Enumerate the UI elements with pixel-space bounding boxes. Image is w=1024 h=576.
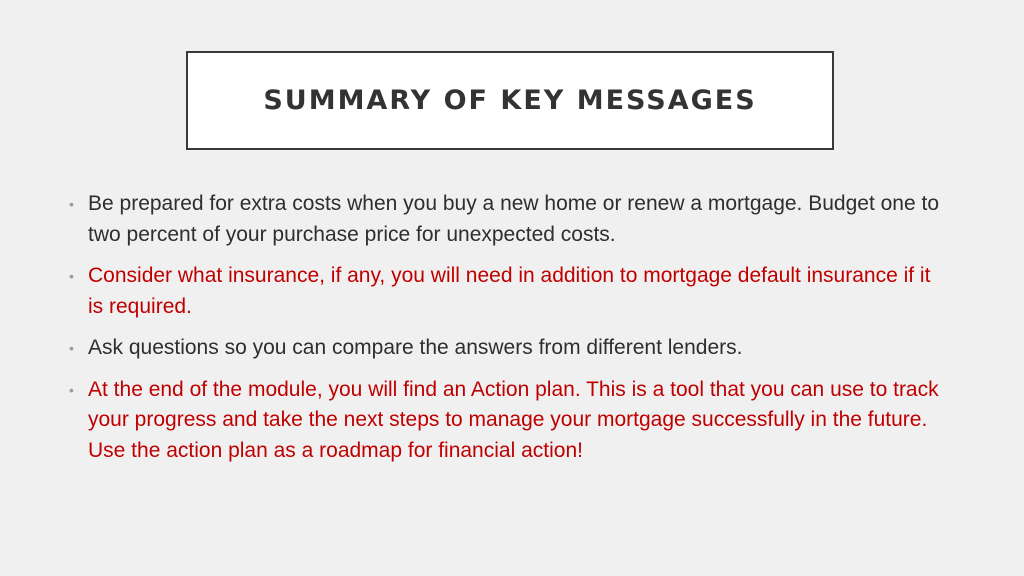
- bullet-list: [68, 189, 948, 477]
- bullet-item: [68, 189, 948, 250]
- bullet-item: [68, 261, 948, 322]
- bullet-text: Consider what insurance, if any, you will need in addition to mortgage default insurance if it is required.: [88, 264, 931, 318]
- bullet-text: At the end of the module, you will find an Action plan. This is a tool that you can use to track your progress and take the next steps to manage your mortgage successfully in the future. Use the action plan as a roadmap for financial action!: [88, 377, 939, 462]
- bullet-dot-icon: •: [69, 196, 74, 212]
- title-box: [186, 51, 834, 150]
- bullet-dot-icon: •: [69, 381, 74, 398]
- bullet-text: Ask questions so you can compare the answers from different lenders.: [88, 336, 743, 359]
- bullet-text: Be prepared for extra costs when you buy a new home or renew a mortgage. Budget one to two percent of your purchase price for unexpected costs.: [88, 192, 940, 246]
- bullet-item: [68, 333, 948, 364]
- slide-title: SUMMARY OF KEY MESSAGES: [263, 85, 757, 116]
- bullet-dot-icon: •: [69, 340, 74, 356]
- bullet-item: [68, 375, 948, 467]
- bullet-dot-icon: •: [69, 268, 74, 284]
